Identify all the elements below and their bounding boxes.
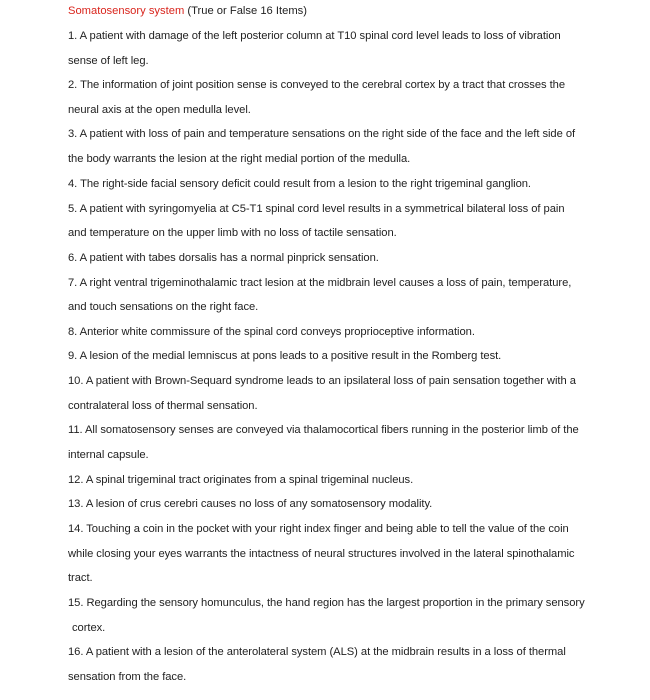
question-4-line-1: 4. The right-side facial sensory deficit could result from a lesion to the right trigeminal ganglion. bbox=[68, 178, 531, 190]
question-11-line-1: 11. All somatosensory senses are conveyed via thalamocortical fibers running in the posterior limb of the bbox=[68, 424, 579, 436]
question-8-line-1: 8. Anterior white commissure of the spinal cord conveys proprioceptive information. bbox=[68, 326, 475, 338]
header-subtitle: (True or False 16 Items) bbox=[184, 5, 307, 17]
question-7-line-2: and touch sensations on the right face. bbox=[68, 301, 259, 313]
question-16-line-1: 16. A patient with a lesion of the anterolateral system (ALS) at the midbrain results in a loss of thermal bbox=[68, 646, 566, 658]
question-5-line-1: 5. A patient with syringomyelia at C5-T1 spinal cord level results in a symmetrical bilateral loss of pain bbox=[68, 203, 565, 215]
question-14-line-1: 14. Touching a coin in the pocket with your right index finger and being able to tell the value of the coin bbox=[68, 523, 569, 535]
question-11-line-2: internal capsule. bbox=[68, 449, 149, 461]
question-1-line-1: 1. A patient with damage of the left posterior column at T10 spinal cord level leads to loss of vibration bbox=[68, 30, 561, 42]
question-1-line-2: sense of left leg. bbox=[68, 55, 149, 67]
document-header bbox=[68, 3, 307, 19]
question-14-line-2: while closing your eyes warrants the intactness of neural structures involved in the lateral spinothalamic bbox=[68, 548, 575, 560]
question-2-line-1: 2. The information of joint position sense is conveyed to the cerebral cortex by a tract that crosses the bbox=[68, 79, 566, 91]
question-5-line-2: and temperature on the upper limb with no loss of tactile sensation. bbox=[68, 227, 397, 239]
question-15-line-1: 15. Regarding the sensory homunculus, the hand region has the largest proportion in the primary sensory bbox=[68, 597, 585, 609]
question-2-line-2: neural axis at the open medulla level. bbox=[68, 104, 251, 116]
question-7-line-1: 7. A right ventral trigeminothalamic tract lesion at the midbrain level causes a loss of pain, temperature, bbox=[68, 277, 572, 289]
question-6-line-1: 6. A patient with tabes dorsalis has a normal pinprick sensation. bbox=[68, 252, 379, 264]
question-14-line-3: tract. bbox=[68, 572, 93, 584]
header-topic: Somatosensory system bbox=[68, 5, 185, 17]
question-12-line-1: 12. A spinal trigeminal tract originates from a spinal trigeminal nucleus. bbox=[68, 474, 414, 486]
question-9-line-1: 9. A lesion of the medial lemniscus at pons leads to a positive result in the Romberg test. bbox=[68, 350, 502, 362]
question-10-line-2: contralateral loss of thermal sensation. bbox=[68, 400, 258, 412]
question-10-line-1: 10. A patient with Brown-Sequard syndrome leads to an ipsilateral loss of pain sensation together with a bbox=[68, 375, 576, 387]
question-15-line-2: cortex. bbox=[72, 622, 106, 634]
question-3-line-1: 3. A patient with loss of pain and temperature sensations on the right side of the face and the left side of bbox=[68, 128, 576, 140]
question-16-line-2: sensation from the face. bbox=[68, 671, 187, 683]
question-3-line-2: the body warrants the lesion at the right medial portion of the medulla. bbox=[68, 153, 411, 165]
question-13-line-1: 13. A lesion of crus cerebri causes no loss of any somatosensory modality. bbox=[68, 498, 433, 510]
